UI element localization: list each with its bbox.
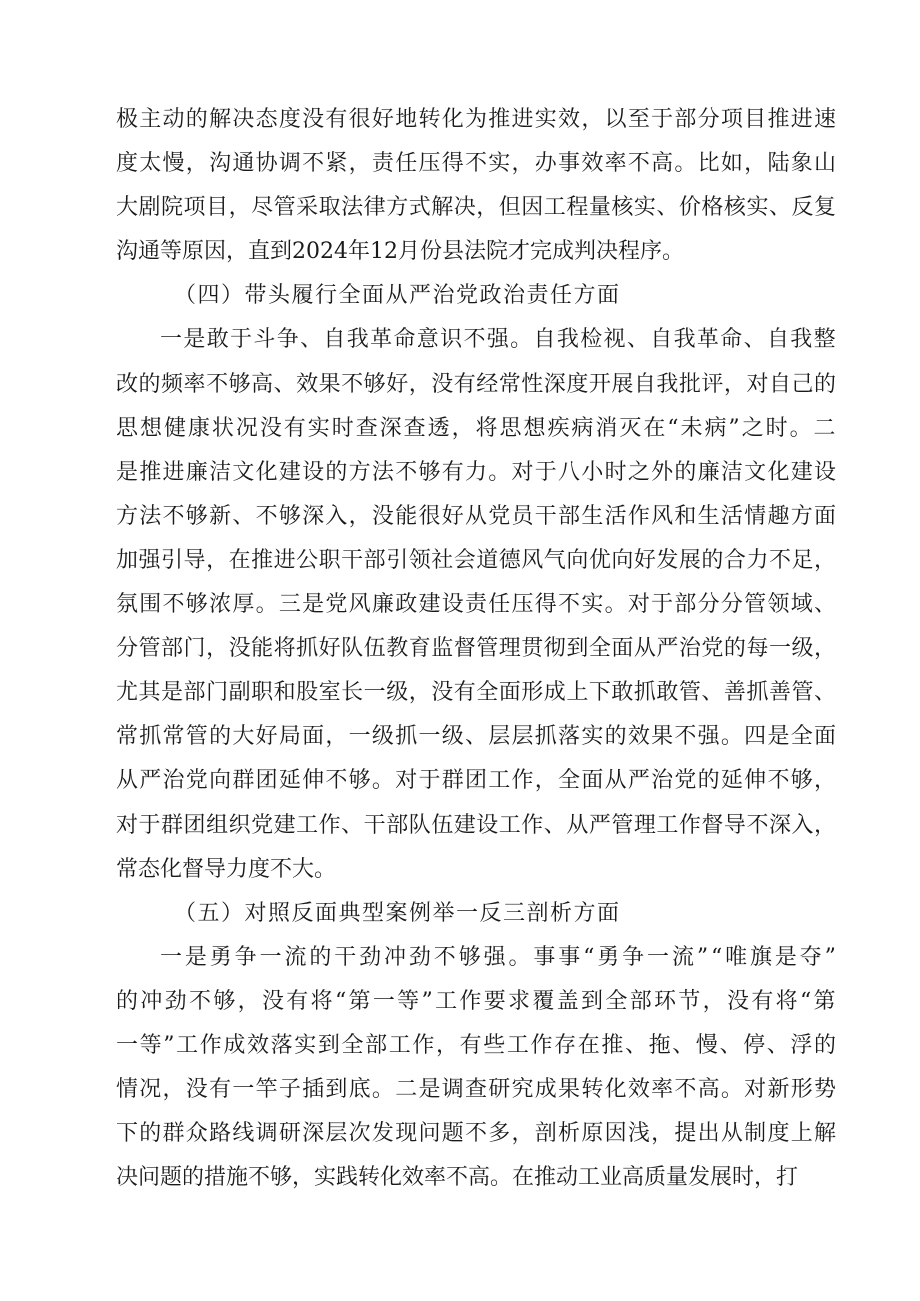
heading-text: （四）带头履行全面从严治党政治责任方面	[174, 283, 621, 309]
text-line: 一 是 敢 于 斗 争 、 自 我 革 命 意 识 不 强 。 自 我 检 视 、 自 我 革 命 、 自 我 整	[160, 327, 836, 353]
text-line: 的 冲 劲 不 够 ， 没 有 将 “ 第 一 等 ” 工 作 要 求 覆 盖 到 全 部 环 节 ， 没 有 将 “ 第	[116, 988, 836, 1014]
text-line: 沟通等原因，直到2024年12月份县法院才完成判决程序。	[116, 239, 684, 265]
text-line: 决问题的措施不够，实践转化效率不高。在推动工业高质量发展时，打	[116, 1165, 799, 1191]
text-line: 方 法 不 够 新 、 不 够 深 入 ， 没 能 很 好 从 党 员 干 部 生 活 作 风 和 生 活 情 趣 方 面	[116, 503, 836, 529]
text-line: 常 抓 常 管 的 大 好 局 面 ， 一 级 抓 一 级 、 层 层 抓 落 实 的 效 果 不 强 。 四 是 全 面	[116, 724, 836, 750]
text-line: 极 主 动 的 解 决 态 度 没 有 很 好 地 转 化 为 推 进 实 效 ， 以 至 于 部 分 项 目 推 进 速	[116, 107, 836, 132]
heading-text: （五）对照反面典型案例举一反三剖析方面	[174, 900, 621, 926]
body-paragraph	[116, 936, 836, 1201]
text-line: 是 推 进 廉 洁 文 化 建 设 的 方 法 不 够 有 力 。 对 于 八 小 时 之 外 的 廉 洁 文 化 建 设	[116, 459, 836, 485]
body-paragraph	[116, 98, 836, 274]
text-line: 大 剧 院 项 目 ， 尽 管 采 取 法 律 方 式 解 决 ， 但 因 工 程 量 核 实 、 价 格 核 实 、 反 复	[116, 195, 836, 221]
text-line: 尤 其 是 部 门 副 职 和 股 室 长 一 级 ， 没 有 全 面 形 成 上 下 敢 抓 敢 管 、 善 抓 善 管 、	[116, 680, 836, 706]
text-line: 对 于 群 团 组 织 党 建 工 作 、 干 部 队 伍 建 设 工 作 、 从 严 管 理 工 作 督 导 不 深 入 ，	[116, 812, 836, 838]
text-line: 下 的 群 众 路 线 调 研 深 层 次 发 现 问 题 不 多 ， 剖 析 原 因 浅 ， 提 出 从 制 度 上 解	[116, 1121, 836, 1147]
section-heading	[116, 892, 836, 936]
text-line: 氛 围 不 够 浓 厚 。 三 是 党 风 廉 政 建 设 责 任 压 得 不 实 。 对 于 部 分 分 管 领 域 、	[116, 592, 836, 618]
document-body	[116, 98, 836, 1200]
text-line: 情 况 ， 没 有 一 竿 子 插 到 底 。 二 是 调 查 研 究 成 果 转 化 效 率 不 高 。 对 新 形 势	[116, 1077, 836, 1103]
text-line: 常态化督导力度不大。	[116, 856, 337, 882]
section-heading	[116, 274, 836, 318]
text-line: 思 想 健 康 状 况 没 有 实 时 查 深 查 透 ， 将 思 想 疾 病 消 灭 在 “ 未 病 ” 之 时 。 二	[116, 415, 836, 441]
text-line: 一 是 勇 争 一 流 的 干 劲 冲 劲 不 够 强 。 事 事 “ 勇 争 一 流 ” “ 唯 旗 是 夺 ”	[160, 944, 836, 970]
text-line: 一 等 ” 工 作 成 效 落 实 到 全 部 工 作 ， 有 些 工 作 存 在 推 、 拖 、 慢 、 停 、 浮 的	[116, 1032, 836, 1058]
text-line: 加 强 引 导 ， 在 推 进 公 职 干 部 引 领 社 会 道 德 风 气 向 优 向 好 发 展 的 合 力 不 足 ，	[116, 547, 836, 573]
body-paragraph	[116, 318, 836, 891]
text-line: 度 太 慢 ， 沟 通 协 调 不 紧 ， 责 任 压 得 不 实 ， 办 事 效 率 不 高 。 比 如 ， 陆 象 山	[116, 151, 836, 177]
text-line: 从 严 治 党 向 群 团 延 伸 不 够 。 对 于 群 团 工 作 ， 全 面 从 严 治 党 的 延 伸 不 够 ，	[116, 768, 836, 794]
text-line: 改 的 频 率 不 够 高 、 效 果 不 够 好 ， 没 有 经 常 性 深 度 开 展 自 我 批 评 ， 对 自 己 的	[116, 371, 836, 397]
text-line: 分 管 部 门 ， 没 能 将 抓 好 队 伍 教 育 监 督 管 理 贯 彻 到 全 面 从 严 治 党 的 每 一 级 ，	[116, 636, 836, 662]
